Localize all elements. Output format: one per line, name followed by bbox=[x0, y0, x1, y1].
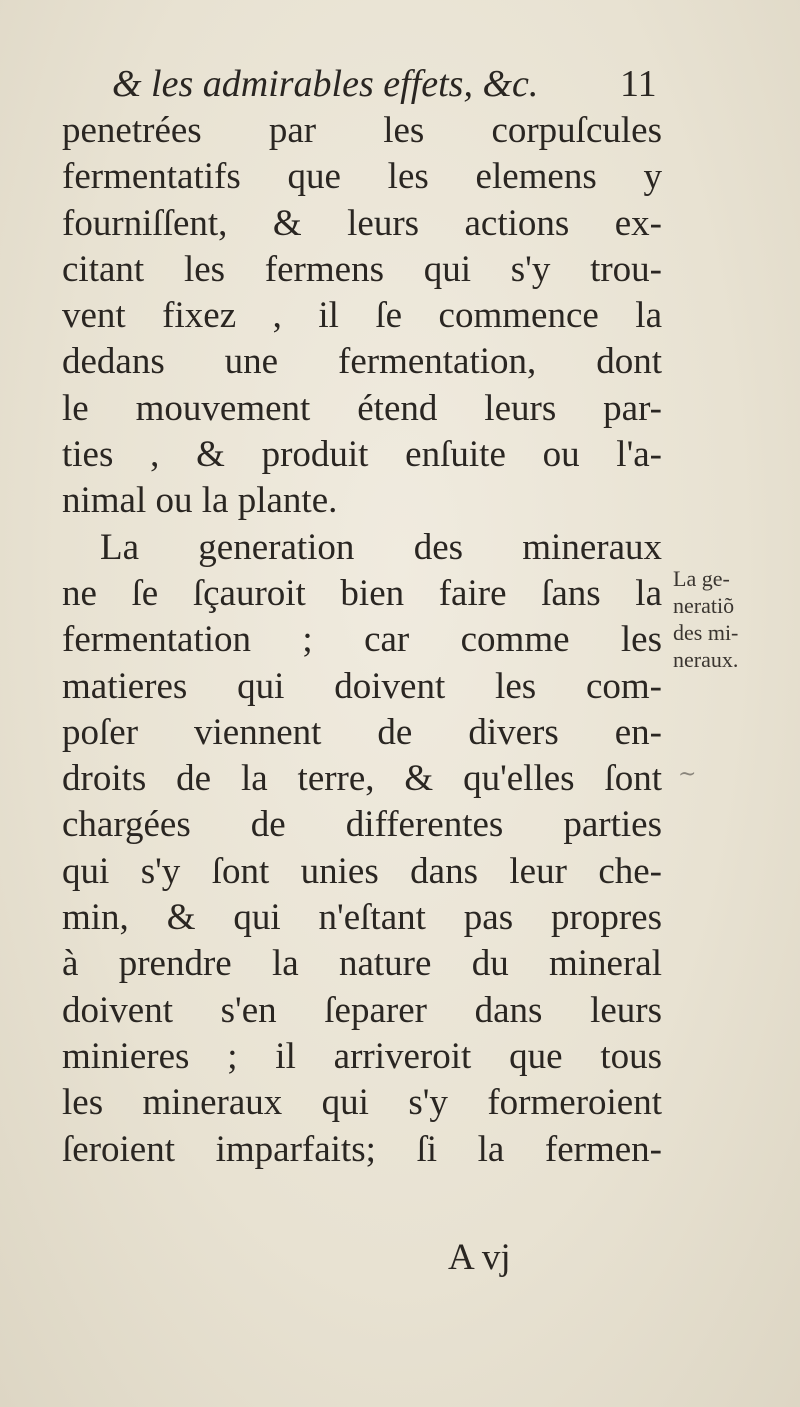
text-line: doivent s'en ſeparer dans leurs bbox=[62, 989, 662, 1031]
text-line: ties , & produit enſuite ou l'a- bbox=[62, 434, 662, 476]
text-line: nimal ou la plante. bbox=[62, 480, 338, 522]
text-line: fermentatifs que les elemens y bbox=[62, 156, 662, 198]
text-line: min, & qui n'eſtant pas propres bbox=[62, 897, 662, 939]
text-line: dedans une fermentation, dont bbox=[62, 341, 662, 383]
margin-note-line: neraux. bbox=[673, 647, 739, 672]
text-line: fermentation ; car comme les bbox=[62, 619, 662, 661]
text-line: fourniſſent, & leurs actions ex- bbox=[62, 202, 662, 244]
margin-squiggle-mark: ~ bbox=[678, 762, 697, 787]
text-line: droits de la terre, & qu'elles ſont bbox=[62, 758, 662, 800]
paragraph-start-line: La generation des mineraux bbox=[100, 526, 662, 568]
margin-note bbox=[673, 565, 798, 673]
text-line: le mouvement étend leurs par- bbox=[62, 387, 662, 429]
text-line: les mineraux qui s'y formeroient bbox=[62, 1082, 662, 1124]
signature-mark: A vj bbox=[448, 1237, 511, 1278]
margin-note-line: La ge- bbox=[673, 566, 730, 591]
text-line: matieres qui doivent les com- bbox=[62, 665, 662, 707]
running-header bbox=[112, 62, 672, 106]
text-line: chargées de differentes parties bbox=[62, 804, 662, 846]
text-line: ſeroient imparfaits; ſi la fermen- bbox=[62, 1128, 662, 1170]
text-line: vent fixez , il ſe commence la bbox=[62, 295, 662, 337]
text-line: minieres ; il arriveroit que tous bbox=[62, 1035, 662, 1077]
text-line: qui s'y ſont unies dans leur che- bbox=[62, 850, 662, 892]
text-line: citant les fermens qui s'y trou- bbox=[62, 248, 662, 290]
body-text bbox=[62, 108, 662, 1173]
text-line: penetrées par les corpuſcules bbox=[62, 110, 662, 151]
text-line: ne ſe ſçauroit bien faire ſans la bbox=[62, 572, 662, 614]
margin-note-line: des mi- bbox=[673, 620, 739, 645]
running-title: & les admirables effets, &c. bbox=[112, 63, 539, 105]
page-number: 11 bbox=[620, 63, 657, 105]
margin-note-line: neratiõ bbox=[673, 593, 735, 618]
text-line: poſer viennent de divers en- bbox=[62, 711, 662, 753]
text-line: à prendre la nature du mineral bbox=[62, 943, 662, 985]
